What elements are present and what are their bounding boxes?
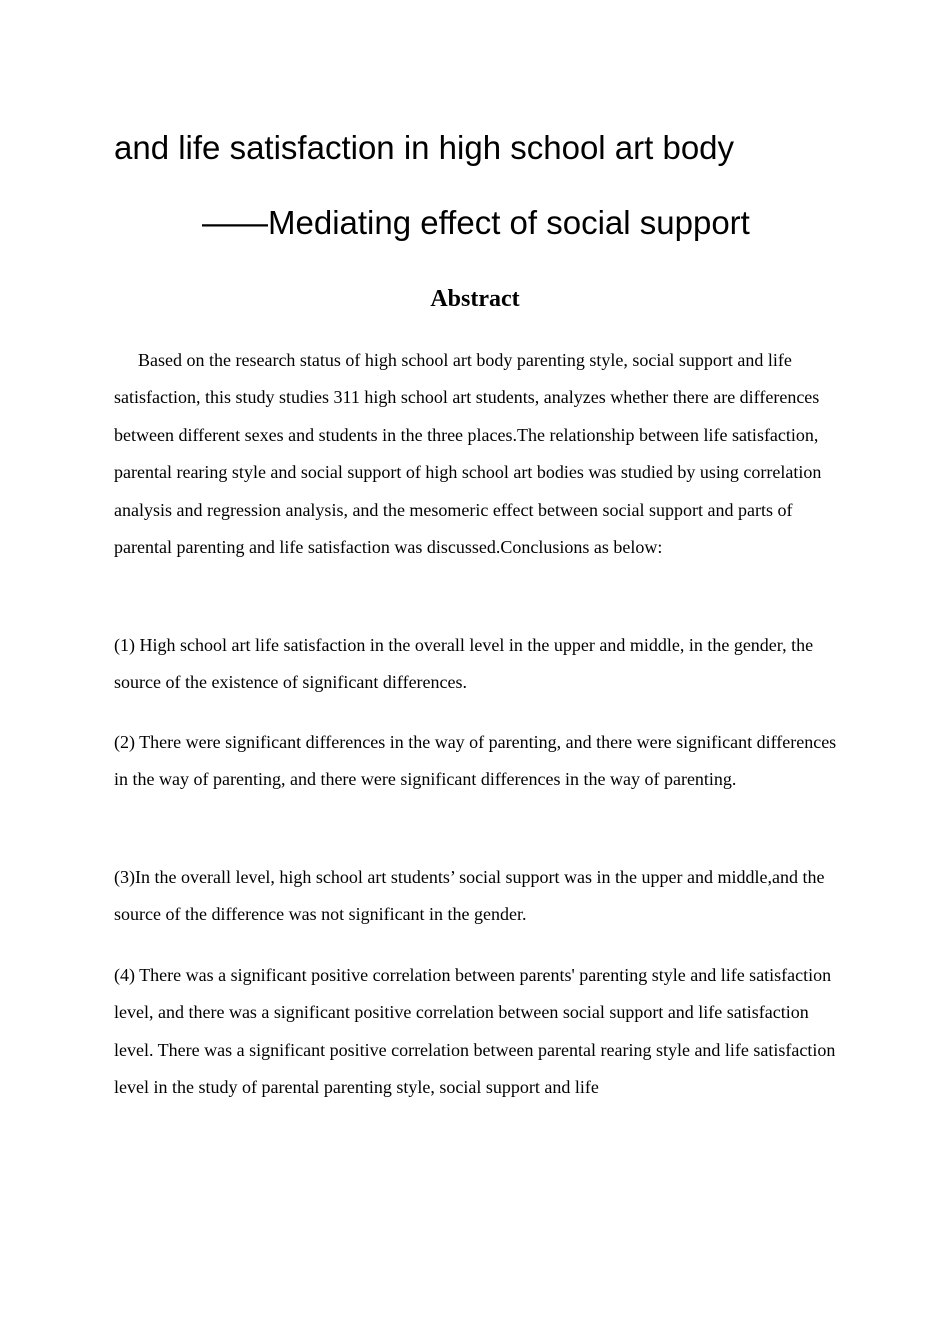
document-subtitle: ——Mediating effect of social support [202,204,750,241]
conclusion-point-1: (1) High school art life satisfaction in the overall level in the upper and middle, in the gender, the source of the existence of significant differences. [114,635,814,693]
document-title: and life satisfaction in high school art body [114,129,735,166]
abstract-heading: Abstract [430,286,520,312]
conclusion-point-3: (3)In the overall level, high school art students’ social support was in the upper and middle,and the source of the difference was not significant in the gender. [114,867,825,925]
abstract-intro-paragraph: Based on the research status of high school art body parenting style, social support and life satisfaction, this study studies 311 high school art students, analyzes whether there are differences between different sexes and students in the three places.The relationship between life satisfaction, parental rearing style and social support of high school art bodies was studied by using correlation analysis and regression analysis, and the mesomeric effect between social support and parts of parental parenting and life satisfaction was discussed.Conclusions as below: [114,350,822,558]
conclusion-point-2: (2) There were significant differences in the way of parenting, and there were significant differences in the way of parenting, and there were significant differences in the way of parenting. [114,732,837,790]
conclusion-point-4: (4) There was a significant positive correlation between parents' parenting style and life satisfaction level, and there was a significant positive correlation between social support and life satisfaction level. There was a significant positive correlation between parental rearing style and life satisfaction level in the study of parental parenting style, social support and life [114,965,836,1098]
